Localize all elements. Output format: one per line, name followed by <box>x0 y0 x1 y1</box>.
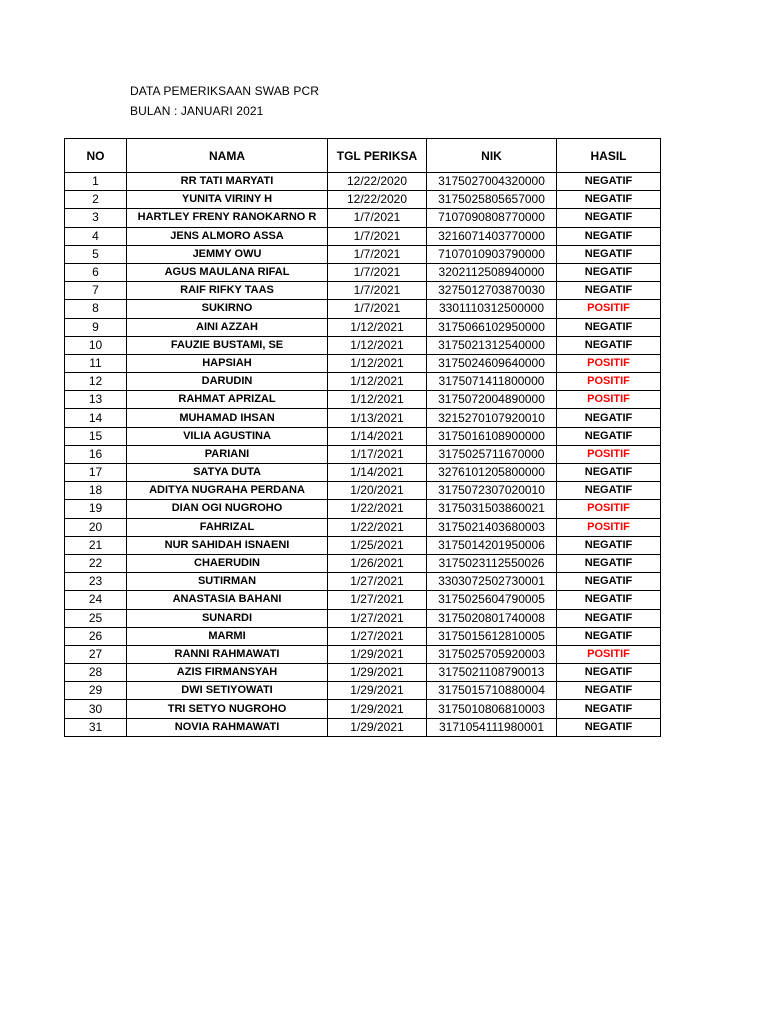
cell-nik: 3202112508940000 <box>427 263 557 281</box>
cell-nik: 3175010806810003 <box>427 700 557 718</box>
table-row <box>65 573 661 591</box>
cell-hasil: NEGATIF <box>557 482 661 500</box>
cell-no: 17 <box>65 464 127 482</box>
cell-tgl-periksa: 1/27/2021 <box>328 591 427 609</box>
cell-no: 26 <box>65 627 127 645</box>
cell-hasil: NEGATIF <box>557 700 661 718</box>
cell-tgl-periksa: 12/22/2020 <box>328 173 427 191</box>
swab-results-table <box>64 138 661 737</box>
table-row <box>65 336 661 354</box>
cell-hasil: NEGATIF <box>557 245 661 263</box>
cell-nama: NOVIA RAHMAWATI <box>127 718 328 736</box>
cell-nik: 3175066102950000 <box>427 318 557 336</box>
column-header-nama: NAMA <box>127 139 328 173</box>
cell-no: 13 <box>65 391 127 409</box>
table-row <box>65 664 661 682</box>
cell-tgl-periksa: 1/25/2021 <box>328 536 427 554</box>
table-row <box>65 427 661 445</box>
cell-nik: 3175021312540000 <box>427 336 557 354</box>
cell-no: 19 <box>65 500 127 518</box>
cell-tgl-periksa: 1/27/2021 <box>328 573 427 591</box>
cell-hasil: NEGATIF <box>557 536 661 554</box>
cell-hasil: NEGATIF <box>557 682 661 700</box>
cell-tgl-periksa: 1/22/2021 <box>328 518 427 536</box>
table-row <box>65 700 661 718</box>
cell-tgl-periksa: 1/14/2021 <box>328 464 427 482</box>
cell-tgl-periksa: 1/17/2021 <box>328 445 427 463</box>
cell-no: 24 <box>65 591 127 609</box>
cell-no: 11 <box>65 354 127 372</box>
cell-hasil: NEGATIF <box>557 336 661 354</box>
cell-tgl-periksa: 1/29/2021 <box>328 718 427 736</box>
cell-nik: 3175024609640000 <box>427 354 557 372</box>
table-row <box>65 245 661 263</box>
cell-no: 21 <box>65 536 127 554</box>
cell-nama: CHAERUDIN <box>127 554 328 572</box>
cell-no: 7 <box>65 282 127 300</box>
table-row <box>65 500 661 518</box>
cell-nama: HAPSIAH <box>127 354 328 372</box>
table-row <box>65 518 661 536</box>
cell-no: 25 <box>65 609 127 627</box>
cell-nama: TRI SETYO NUGROHO <box>127 700 328 718</box>
cell-no: 18 <box>65 482 127 500</box>
cell-tgl-periksa: 1/29/2021 <box>328 700 427 718</box>
cell-nik: 3175027004320000 <box>427 173 557 191</box>
cell-hasil: NEGATIF <box>557 627 661 645</box>
cell-hasil: NEGATIF <box>557 427 661 445</box>
cell-hasil: NEGATIF <box>557 209 661 227</box>
cell-no: 1 <box>65 173 127 191</box>
column-header-nik: NIK <box>427 139 557 173</box>
cell-no: 29 <box>65 682 127 700</box>
table-row <box>65 227 661 245</box>
cell-nik: 3175014201950006 <box>427 536 557 554</box>
cell-no: 9 <box>65 318 127 336</box>
cell-nik: 3303072502730001 <box>427 573 557 591</box>
cell-no: 4 <box>65 227 127 245</box>
table-row <box>65 445 661 463</box>
cell-nik: 3175031503860021 <box>427 500 557 518</box>
cell-hasil: NEGATIF <box>557 573 661 591</box>
cell-hasil: NEGATIF <box>557 591 661 609</box>
cell-hasil: NEGATIF <box>557 609 661 627</box>
table-row <box>65 373 661 391</box>
cell-no: 31 <box>65 718 127 736</box>
cell-nik: 7107090808770000 <box>427 209 557 227</box>
cell-nama: SUKIRNO <box>127 300 328 318</box>
column-header-tgl-periksa: TGL PERIKSA <box>328 139 427 173</box>
cell-nama: NUR SAHIDAH ISNAENI <box>127 536 328 554</box>
cell-nama: SATYA DUTA <box>127 464 328 482</box>
cell-nik: 3175072307020010 <box>427 482 557 500</box>
cell-nik: 3175016108900000 <box>427 427 557 445</box>
cell-tgl-periksa: 1/20/2021 <box>328 482 427 500</box>
cell-nama: MARMI <box>127 627 328 645</box>
cell-nik: 3276101205800000 <box>427 464 557 482</box>
cell-hasil: NEGATIF <box>557 718 661 736</box>
cell-nama: DIAN OGI NUGROHO <box>127 500 328 518</box>
cell-nik: 3175071411800000 <box>427 373 557 391</box>
table-row <box>65 173 661 191</box>
cell-hasil: POSITIF <box>557 518 661 536</box>
cell-nama: VILIA AGUSTINA <box>127 427 328 445</box>
table-row <box>65 482 661 500</box>
cell-tgl-periksa: 1/27/2021 <box>328 609 427 627</box>
cell-nik: 3175020801740008 <box>427 609 557 627</box>
cell-nama: ANASTASIA BAHANI <box>127 591 328 609</box>
cell-nik: 3175025805657000 <box>427 191 557 209</box>
cell-nama: AZIS FIRMANSYAH <box>127 664 328 682</box>
cell-hasil: NEGATIF <box>557 191 661 209</box>
cell-tgl-periksa: 1/7/2021 <box>328 227 427 245</box>
cell-nama: PARIANI <box>127 445 328 463</box>
cell-hasil: NEGATIF <box>557 282 661 300</box>
table-row <box>65 391 661 409</box>
cell-nik: 3175072004890000 <box>427 391 557 409</box>
table-row <box>65 318 661 336</box>
cell-tgl-periksa: 1/7/2021 <box>328 245 427 263</box>
table-row <box>65 464 661 482</box>
table-header-row <box>65 139 661 173</box>
cell-tgl-periksa: 1/26/2021 <box>328 554 427 572</box>
cell-nama: RAHMAT APRIZAL <box>127 391 328 409</box>
cell-nik: 7107010903790000 <box>427 245 557 263</box>
table-row <box>65 300 661 318</box>
table-row <box>65 409 661 427</box>
cell-nama: JEMMY OWU <box>127 245 328 263</box>
table-row <box>65 718 661 736</box>
cell-nik: 3171054111980001 <box>427 718 557 736</box>
cell-nama: FAHRIZAL <box>127 518 328 536</box>
cell-tgl-periksa: 1/12/2021 <box>328 373 427 391</box>
cell-no: 20 <box>65 518 127 536</box>
cell-nama: RAIF RIFKY TAAS <box>127 282 328 300</box>
cell-hasil: NEGATIF <box>557 664 661 682</box>
cell-tgl-periksa: 1/29/2021 <box>328 645 427 663</box>
cell-hasil: POSITIF <box>557 645 661 663</box>
cell-no: 23 <box>65 573 127 591</box>
cell-nama: DARUDIN <box>127 373 328 391</box>
cell-no: 10 <box>65 336 127 354</box>
cell-tgl-periksa: 1/7/2021 <box>328 300 427 318</box>
cell-no: 16 <box>65 445 127 463</box>
cell-no: 15 <box>65 427 127 445</box>
cell-no: 22 <box>65 554 127 572</box>
cell-tgl-periksa: 1/29/2021 <box>328 664 427 682</box>
cell-nama: MUHAMAD IHSAN <box>127 409 328 427</box>
cell-hasil: POSITIF <box>557 445 661 463</box>
table-row <box>65 263 661 281</box>
cell-nama: RR TATI MARYATI <box>127 173 328 191</box>
cell-no: 3 <box>65 209 127 227</box>
cell-nama: SUNARDI <box>127 609 328 627</box>
cell-tgl-periksa: 1/7/2021 <box>328 263 427 281</box>
cell-no: 28 <box>65 664 127 682</box>
cell-tgl-periksa: 12/22/2020 <box>328 191 427 209</box>
cell-nama: HARTLEY FRENY RANOKARNO R <box>127 209 328 227</box>
cell-nama: YUNITA VIRINY H <box>127 191 328 209</box>
cell-hasil: NEGATIF <box>557 173 661 191</box>
cell-hasil: NEGATIF <box>557 318 661 336</box>
table-row <box>65 191 661 209</box>
column-header-no: NO <box>65 139 127 173</box>
cell-nama: AINI AZZAH <box>127 318 328 336</box>
cell-nik: 3175025711670000 <box>427 445 557 463</box>
cell-tgl-periksa: 1/7/2021 <box>328 282 427 300</box>
cell-hasil: NEGATIF <box>557 227 661 245</box>
table-row <box>65 645 661 663</box>
cell-nik: 3175025705920003 <box>427 645 557 663</box>
cell-tgl-periksa: 1/29/2021 <box>328 682 427 700</box>
cell-tgl-periksa: 1/14/2021 <box>328 427 427 445</box>
cell-tgl-periksa: 1/12/2021 <box>328 336 427 354</box>
cell-tgl-periksa: 1/7/2021 <box>328 209 427 227</box>
cell-nama: ADITYA NUGRAHA PERDANA <box>127 482 328 500</box>
cell-hasil: POSITIF <box>557 391 661 409</box>
cell-no: 6 <box>65 263 127 281</box>
cell-nik: 3215270107920010 <box>427 409 557 427</box>
cell-hasil: POSITIF <box>557 500 661 518</box>
cell-nama: JENS ALMORO ASSA <box>127 227 328 245</box>
cell-no: 30 <box>65 700 127 718</box>
cell-nik: 3216071403770000 <box>427 227 557 245</box>
cell-nik: 3301110312500000 <box>427 300 557 318</box>
cell-nik: 3175015612810005 <box>427 627 557 645</box>
cell-hasil: NEGATIF <box>557 263 661 281</box>
table-row <box>65 591 661 609</box>
cell-no: 5 <box>65 245 127 263</box>
cell-tgl-periksa: 1/13/2021 <box>328 409 427 427</box>
cell-nik: 3175025604790005 <box>427 591 557 609</box>
cell-no: 27 <box>65 645 127 663</box>
cell-tgl-periksa: 1/12/2021 <box>328 318 427 336</box>
table-body <box>65 173 661 737</box>
table-row <box>65 282 661 300</box>
document-subtitle: BULAN : JANUARI 2021 <box>130 104 264 118</box>
table-row <box>65 354 661 372</box>
cell-nik: 3175023112550026 <box>427 554 557 572</box>
cell-hasil: POSITIF <box>557 354 661 372</box>
cell-nama: SUTIRMAN <box>127 573 328 591</box>
table-row <box>65 682 661 700</box>
cell-nik: 3175021403680003 <box>427 518 557 536</box>
table-row <box>65 209 661 227</box>
cell-tgl-periksa: 1/12/2021 <box>328 391 427 409</box>
cell-nama: AGUS MAULANA RIFAL <box>127 263 328 281</box>
cell-nama: FAUZIE BUSTAMI, SE <box>127 336 328 354</box>
cell-nik: 3175021108790013 <box>427 664 557 682</box>
cell-hasil: NEGATIF <box>557 554 661 572</box>
cell-tgl-periksa: 1/12/2021 <box>328 354 427 372</box>
column-header-hasil: HASIL <box>557 139 661 173</box>
cell-tgl-periksa: 1/27/2021 <box>328 627 427 645</box>
table-row <box>65 627 661 645</box>
table-row <box>65 609 661 627</box>
table-row <box>65 536 661 554</box>
cell-nik: 3275012703870030 <box>427 282 557 300</box>
document-title: DATA PEMERIKSAAN SWAB PCR <box>130 84 319 98</box>
cell-no: 12 <box>65 373 127 391</box>
cell-no: 14 <box>65 409 127 427</box>
cell-nama: DWI SETIYOWATI <box>127 682 328 700</box>
cell-hasil: POSITIF <box>557 300 661 318</box>
cell-tgl-periksa: 1/22/2021 <box>328 500 427 518</box>
cell-nama: RANNI RAHMAWATI <box>127 645 328 663</box>
cell-hasil: POSITIF <box>557 373 661 391</box>
cell-no: 8 <box>65 300 127 318</box>
cell-nik: 3175015710880004 <box>427 682 557 700</box>
cell-hasil: NEGATIF <box>557 409 661 427</box>
table-row <box>65 554 661 572</box>
cell-hasil: NEGATIF <box>557 464 661 482</box>
cell-no: 2 <box>65 191 127 209</box>
